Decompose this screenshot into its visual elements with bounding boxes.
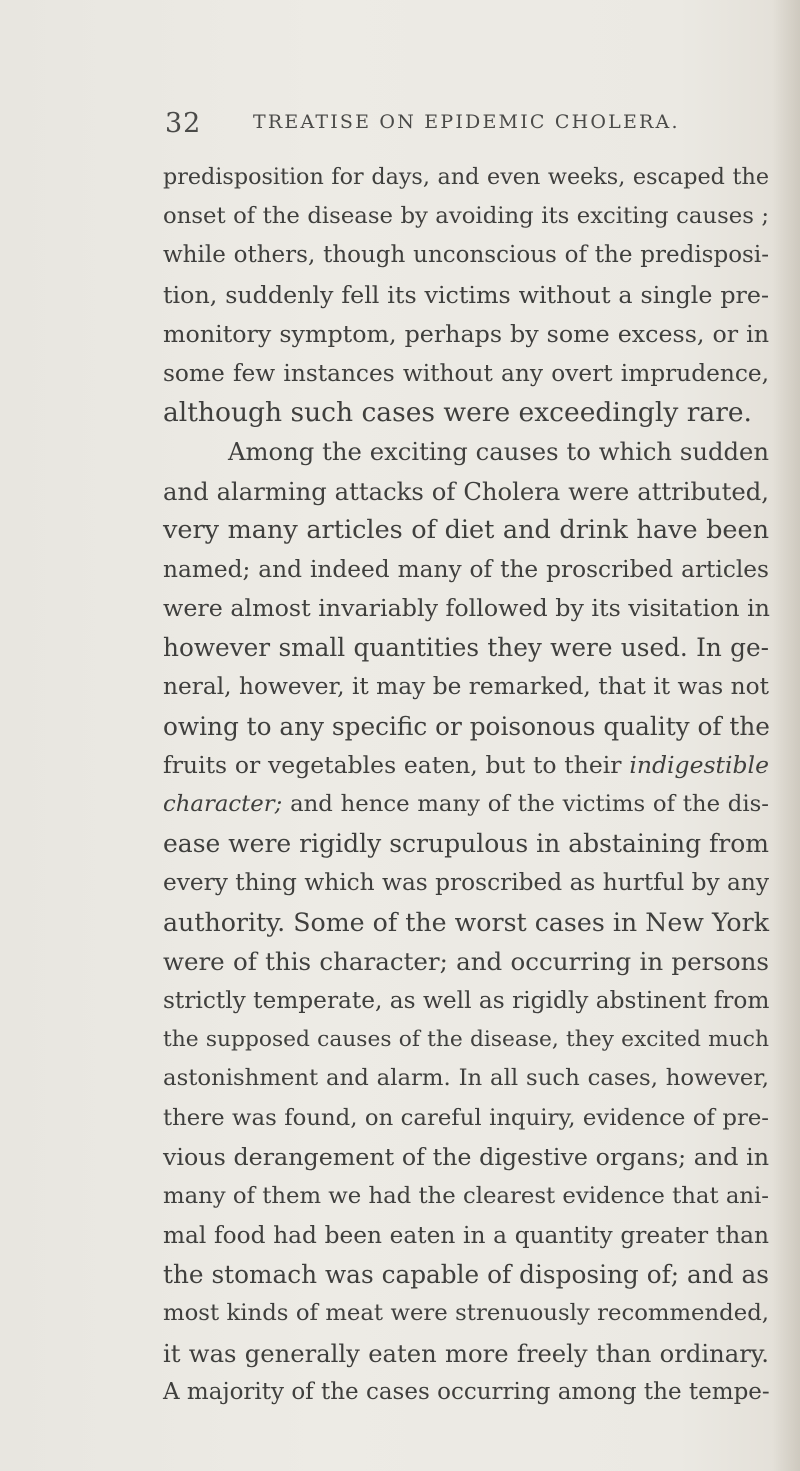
text-line: owing to any specific or poisonous quality of the	[163, 711, 770, 741]
text-line: predisposition for days, and even weeks, escaped the	[163, 164, 769, 190]
text-line: authority. Some of the worst cases in New York	[163, 907, 769, 937]
text-line: were of this character; and occurring in persons	[163, 946, 769, 976]
text-line: neral, however, it may be remarked, that it was not	[163, 673, 769, 701]
running-title: TREATISE ON EPIDEMIC CHOLERA.	[253, 111, 680, 133]
italic-word: indigestible	[629, 750, 769, 779]
page-number: 32	[165, 108, 202, 139]
body-text	[163, 158, 769, 1412]
page-edge-shadow	[772, 0, 800, 1471]
text-line	[163, 746, 769, 785]
text-line: named; and indeed many of the proscribed articles	[163, 555, 769, 583]
text-line: there was found, on careful inquiry, evidence of pre-	[163, 1104, 769, 1131]
text-segment: and hence many of the victims of the dis-	[290, 791, 769, 817]
text-line: monitory symptom, perhaps by some excess, or in	[163, 319, 769, 348]
text-line: A majority of the cases occurring among the tempe-	[163, 1378, 770, 1405]
text-line: many of them we had the clearest evidence that ani-	[163, 1182, 769, 1209]
text-line: mal food had been eaten in a quantity greater than	[163, 1222, 769, 1250]
text-line: the stomach was capable of disposing of; and as	[163, 1260, 769, 1290]
text-line: although such cases were exceedingly rare.	[163, 397, 752, 429]
text-line: strictly temperate, as well as rigidly abstinent from	[163, 986, 770, 1014]
text-line: astonishment and alarm. In all such cases, however,	[163, 1065, 769, 1092]
text-line	[163, 785, 769, 824]
text-line: most kinds of meat were strenuously recommended,	[163, 1300, 769, 1327]
text-line: every thing which was proscribed as hurtful by any	[163, 869, 769, 897]
text-line: onset of the disease by avoiding its exciting causes ;	[163, 203, 769, 230]
italic-word: character;	[163, 791, 283, 817]
text-line: and alarming attacks of Cholera were attributed,	[163, 476, 769, 506]
text-line: Among the exciting causes to which sudden	[228, 437, 769, 467]
text-segment: fruits or vegetables eaten, but to their	[163, 750, 622, 779]
text-line: tion, suddenly fell its victims without a single pre-	[163, 280, 769, 309]
text-line: some few instances without any overt imprudence,	[163, 359, 769, 387]
text-line: vious derangement of the digestive organs; and in	[163, 1142, 769, 1171]
text-line: the supposed causes of the disease, they excited much	[163, 1027, 769, 1053]
page-header	[165, 108, 775, 148]
text-line: were almost invariably followed by its visitation in	[163, 594, 770, 623]
text-line: it was generally eaten more freely than ordinary.	[163, 1338, 769, 1368]
text-line: however small quantities they were used. In ge-	[163, 633, 769, 663]
text-line: while others, though unconscious of the predisposi-	[163, 242, 769, 269]
text-line: ease were rigidly scrupulous in abstaining from	[163, 829, 769, 859]
text-line: very many articles of diet and drink have been	[163, 514, 769, 545]
